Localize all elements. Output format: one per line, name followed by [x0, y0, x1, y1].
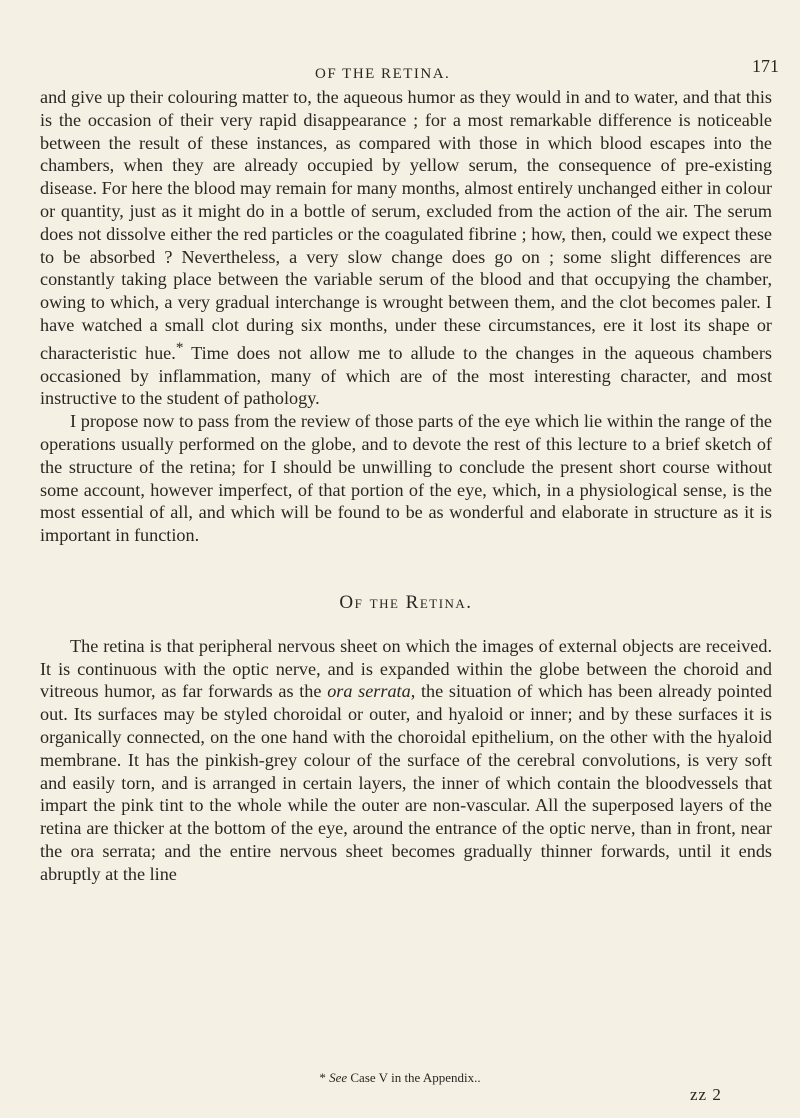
footnote-see: See — [329, 1070, 348, 1085]
paragraph-3 — [40, 635, 772, 886]
section-heading: Of the Retina. — [339, 592, 473, 613]
body-text — [40, 86, 772, 886]
paragraph-3-text-cont: , the situation of which has been already pointed out. Its surfaces may be styled choroidal or outer, and hyaloid or inner; and by these surfaces it is organically connected, on the one hand with the choroidal epithelium, on the other with the hyaloid membrane. It has the pinkish-grey colour of the surface of the cerebral convolutions, is very soft and easily torn, and is arranged in certain layers, the inner of which contain the bloodvessels that impart the pink tint to the whole while the outer are non-vascular. All the superposed layers of the retina are thicker at the bottom of the eye, around the entrance of the optic nerve, than in front, near the ora serrata; and the entire nervous sheet becomes gradually thinner forwards, until it ends abruptly at the line — [40, 681, 773, 884]
footnote-reference: * — [175, 338, 184, 356]
page-number: 171 — [752, 56, 779, 76]
paragraph-3-text: The retina is that peripheral nervous sheet on which the images of external objects are received. It is continuous with the optic nerve, and is expanded within the globe between the choroid and vitreous humor, as far forwards as the — [40, 635, 772, 702]
running-title: OF THE RETINA. — [315, 66, 451, 82]
footnote-text: Case V in the Appendix.. — [350, 1070, 481, 1085]
footnote — [0, 1070, 800, 1086]
running-head — [0, 56, 800, 86]
paragraph-1-text-cont: Time does not allow me to allude to the changes in the aqueous chambers occasioned by inflammation, many of which are of the most interesting character, and most instructive to the student of pathology. — [40, 342, 773, 409]
paragraph-1-text: and give up their colouring matter to, the aqueous humor as they would in and to water, and that this is the occasion of their very rapid disappearance ; for a most remarkable difference is noticeable between the result of these instances, as compared with those in which blood escapes into the chambers, when they are already occupied by yellow serum, the consequence of pre-existing disease. For here the blood may remain for many months, almost entirely unchanged either in colour or quantity, just as it might do in a bottle of serum, excluded from the action of the air. The serum does not dissolve either the red particles or the coagulated fibrine ; how, then, could we expect these to be absorbed ? Nevertheless, a very slow change does go on ; some slight differences are constantly taking place between the variable serum of the blood and that occupying the chamber, owing to which, a very gradual interchange is wrought between them, and the clot becomes paler. I have watched a small clot during six months, under these circumstances, ere it lost its shape or characteristic hue. — [40, 87, 772, 363]
paragraph-3-italic: ora serrata — [327, 681, 411, 702]
signature-mark: zz 2 — [690, 1085, 722, 1104]
paragraph-1 — [40, 86, 772, 410]
footnote-mark: * — [319, 1070, 326, 1085]
paragraph-2: I propose now to pass from the review of those parts of the eye which lie within the range of the operations usually performed on the globe, and to devote the rest of this lecture to a brief sketch of the structure of the retina; for I should be unwilling to conclude the present short course without some account, however imperfect, of that portion of the eye, which, in a physiological sense, is the most essential of all, and which will be found to be as wonderful and elaborate in structure as it is important in function. — [40, 411, 772, 546]
